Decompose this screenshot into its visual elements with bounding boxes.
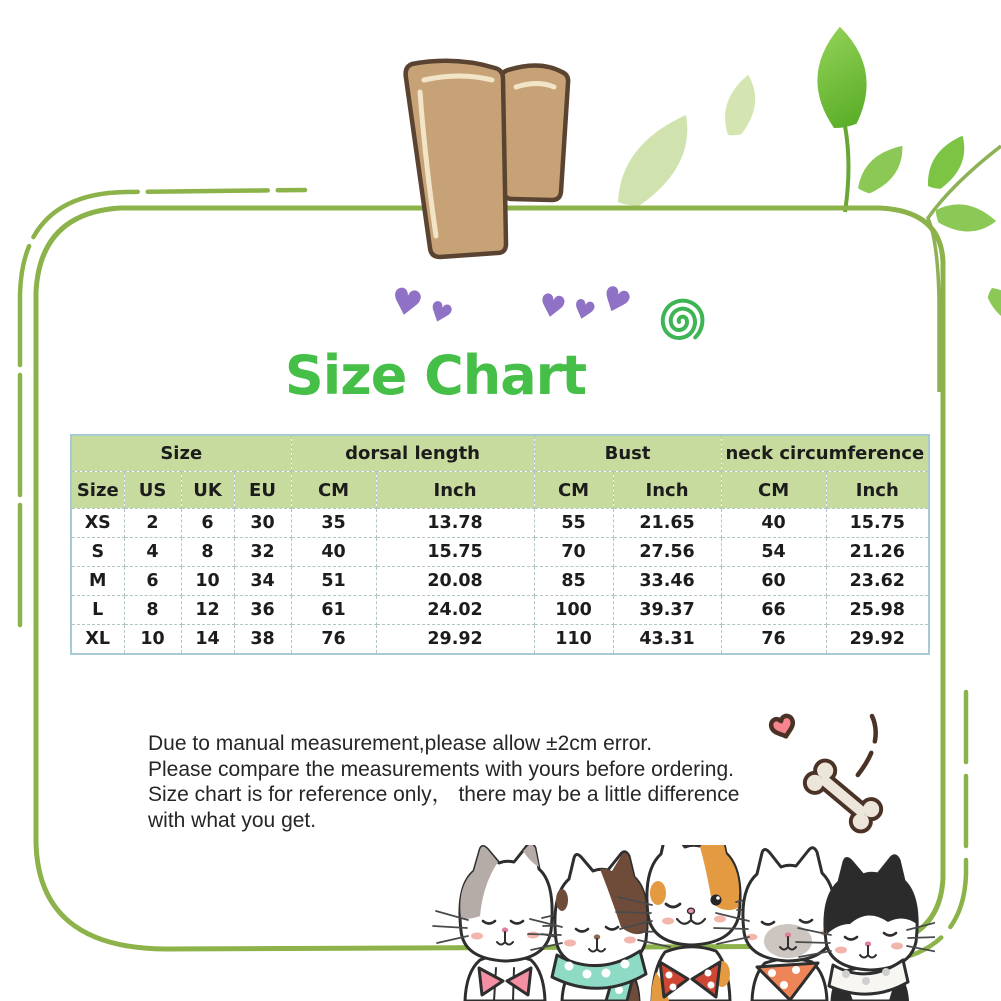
heart-icon: ♥ <box>386 280 427 327</box>
table-cell: 32 <box>234 538 291 567</box>
table-row <box>71 509 929 538</box>
disclaimer-line: with what you get. <box>148 808 317 832</box>
size-table <box>70 434 930 655</box>
page-title: Size Chart <box>284 344 587 408</box>
col-group-bust: Bust <box>534 435 721 472</box>
table-cell: M <box>71 567 124 596</box>
table-cell: XS <box>71 509 124 538</box>
table-cell: 30 <box>234 509 291 538</box>
table-cell: 6 <box>181 509 234 538</box>
table-row <box>71 596 929 625</box>
heart-icon: ♥ <box>423 294 457 333</box>
table-cell: 40 <box>291 538 376 567</box>
table-cell: 35 <box>291 509 376 538</box>
table-cell: 61 <box>291 596 376 625</box>
table-cell: 43.31 <box>613 625 721 655</box>
col-header: UK <box>181 472 234 509</box>
spiral-icon <box>648 291 710 353</box>
cats-illustration <box>430 845 935 1001</box>
table-cell: 10 <box>181 567 234 596</box>
table-cell: 15.75 <box>826 509 929 538</box>
table-cell: 4 <box>124 538 181 567</box>
table-cell: 51 <box>291 567 376 596</box>
table-cell: 21.26 <box>826 538 929 567</box>
table-cell: 54 <box>721 538 826 567</box>
pink-heart-icon <box>770 714 797 739</box>
table-cell: S <box>71 538 124 567</box>
table-cell: 60 <box>721 567 826 596</box>
table-cell: 29.92 <box>376 625 534 655</box>
col-group-dorsal-length: dorsal length <box>291 435 534 472</box>
table-row <box>71 567 929 596</box>
table-cell: 29.92 <box>826 625 929 655</box>
col-header: Inch <box>613 472 721 509</box>
table-cell: 34 <box>234 567 291 596</box>
disclaimer-text <box>148 731 739 833</box>
motion-arc <box>857 716 876 776</box>
table-cell: L <box>71 596 124 625</box>
table-cell: 14 <box>181 625 234 655</box>
col-header: US <box>124 472 181 509</box>
table-cell: 110 <box>534 625 613 655</box>
table-cell: 21.65 <box>613 509 721 538</box>
col-header: EU <box>234 472 291 509</box>
table-cell: 76 <box>721 625 826 655</box>
table-cell: 2 <box>124 509 181 538</box>
disclaimer-line: Please compare the measurements with yours before ordering. <box>148 757 734 781</box>
table-cell: 39.37 <box>613 596 721 625</box>
disclaimer-line: Size chart is for reference only， there may be a little difference <box>148 783 740 806</box>
col-header: CM <box>291 472 376 509</box>
table-cell: 25.98 <box>826 596 929 625</box>
table-cell: 55 <box>534 509 613 538</box>
heart-icon: ♥ <box>534 286 570 328</box>
bone-icon <box>801 756 885 835</box>
table-cell: 36 <box>234 596 291 625</box>
heart-icon: ♥ <box>568 293 599 329</box>
col-header: Size <box>71 472 124 509</box>
table-cell: 8 <box>181 538 234 567</box>
table-cell: 38 <box>234 625 291 655</box>
table-cell: 12 <box>181 596 234 625</box>
table-cell: 8 <box>124 596 181 625</box>
table-cell: 20.08 <box>376 567 534 596</box>
table-cell: 33.46 <box>613 567 721 596</box>
col-header: Inch <box>376 472 534 509</box>
table-cell: 76 <box>291 625 376 655</box>
col-group-size: Size <box>71 435 291 472</box>
table-cell: 15.75 <box>376 538 534 567</box>
table-cell: 24.02 <box>376 596 534 625</box>
table-cell: 6 <box>124 567 181 596</box>
table-cell: 40 <box>721 509 826 538</box>
table-cell: 27.56 <box>613 538 721 567</box>
col-header: CM <box>534 472 613 509</box>
col-group-neck: neck circumference <box>721 435 929 472</box>
disclaimer-line: Due to manual measurement,please allow ±2cm error. <box>148 732 653 755</box>
table-cell: 85 <box>534 567 613 596</box>
heart-icon: ♥ <box>594 276 637 325</box>
heart-bone-decoration <box>740 690 910 840</box>
table-row <box>71 538 929 567</box>
table-subheader-row <box>71 472 929 509</box>
table-cell: 10 <box>124 625 181 655</box>
col-header: CM <box>721 472 826 509</box>
table-cell: 66 <box>721 596 826 625</box>
table-group-header-row <box>71 435 929 472</box>
table-cell: XL <box>71 625 124 655</box>
table-row <box>71 625 929 655</box>
col-header: Inch <box>826 472 929 509</box>
table-cell: 70 <box>534 538 613 567</box>
table-cell: 100 <box>534 596 613 625</box>
table-cell: 23.62 <box>826 567 929 596</box>
table-cell: 13.78 <box>376 509 534 538</box>
